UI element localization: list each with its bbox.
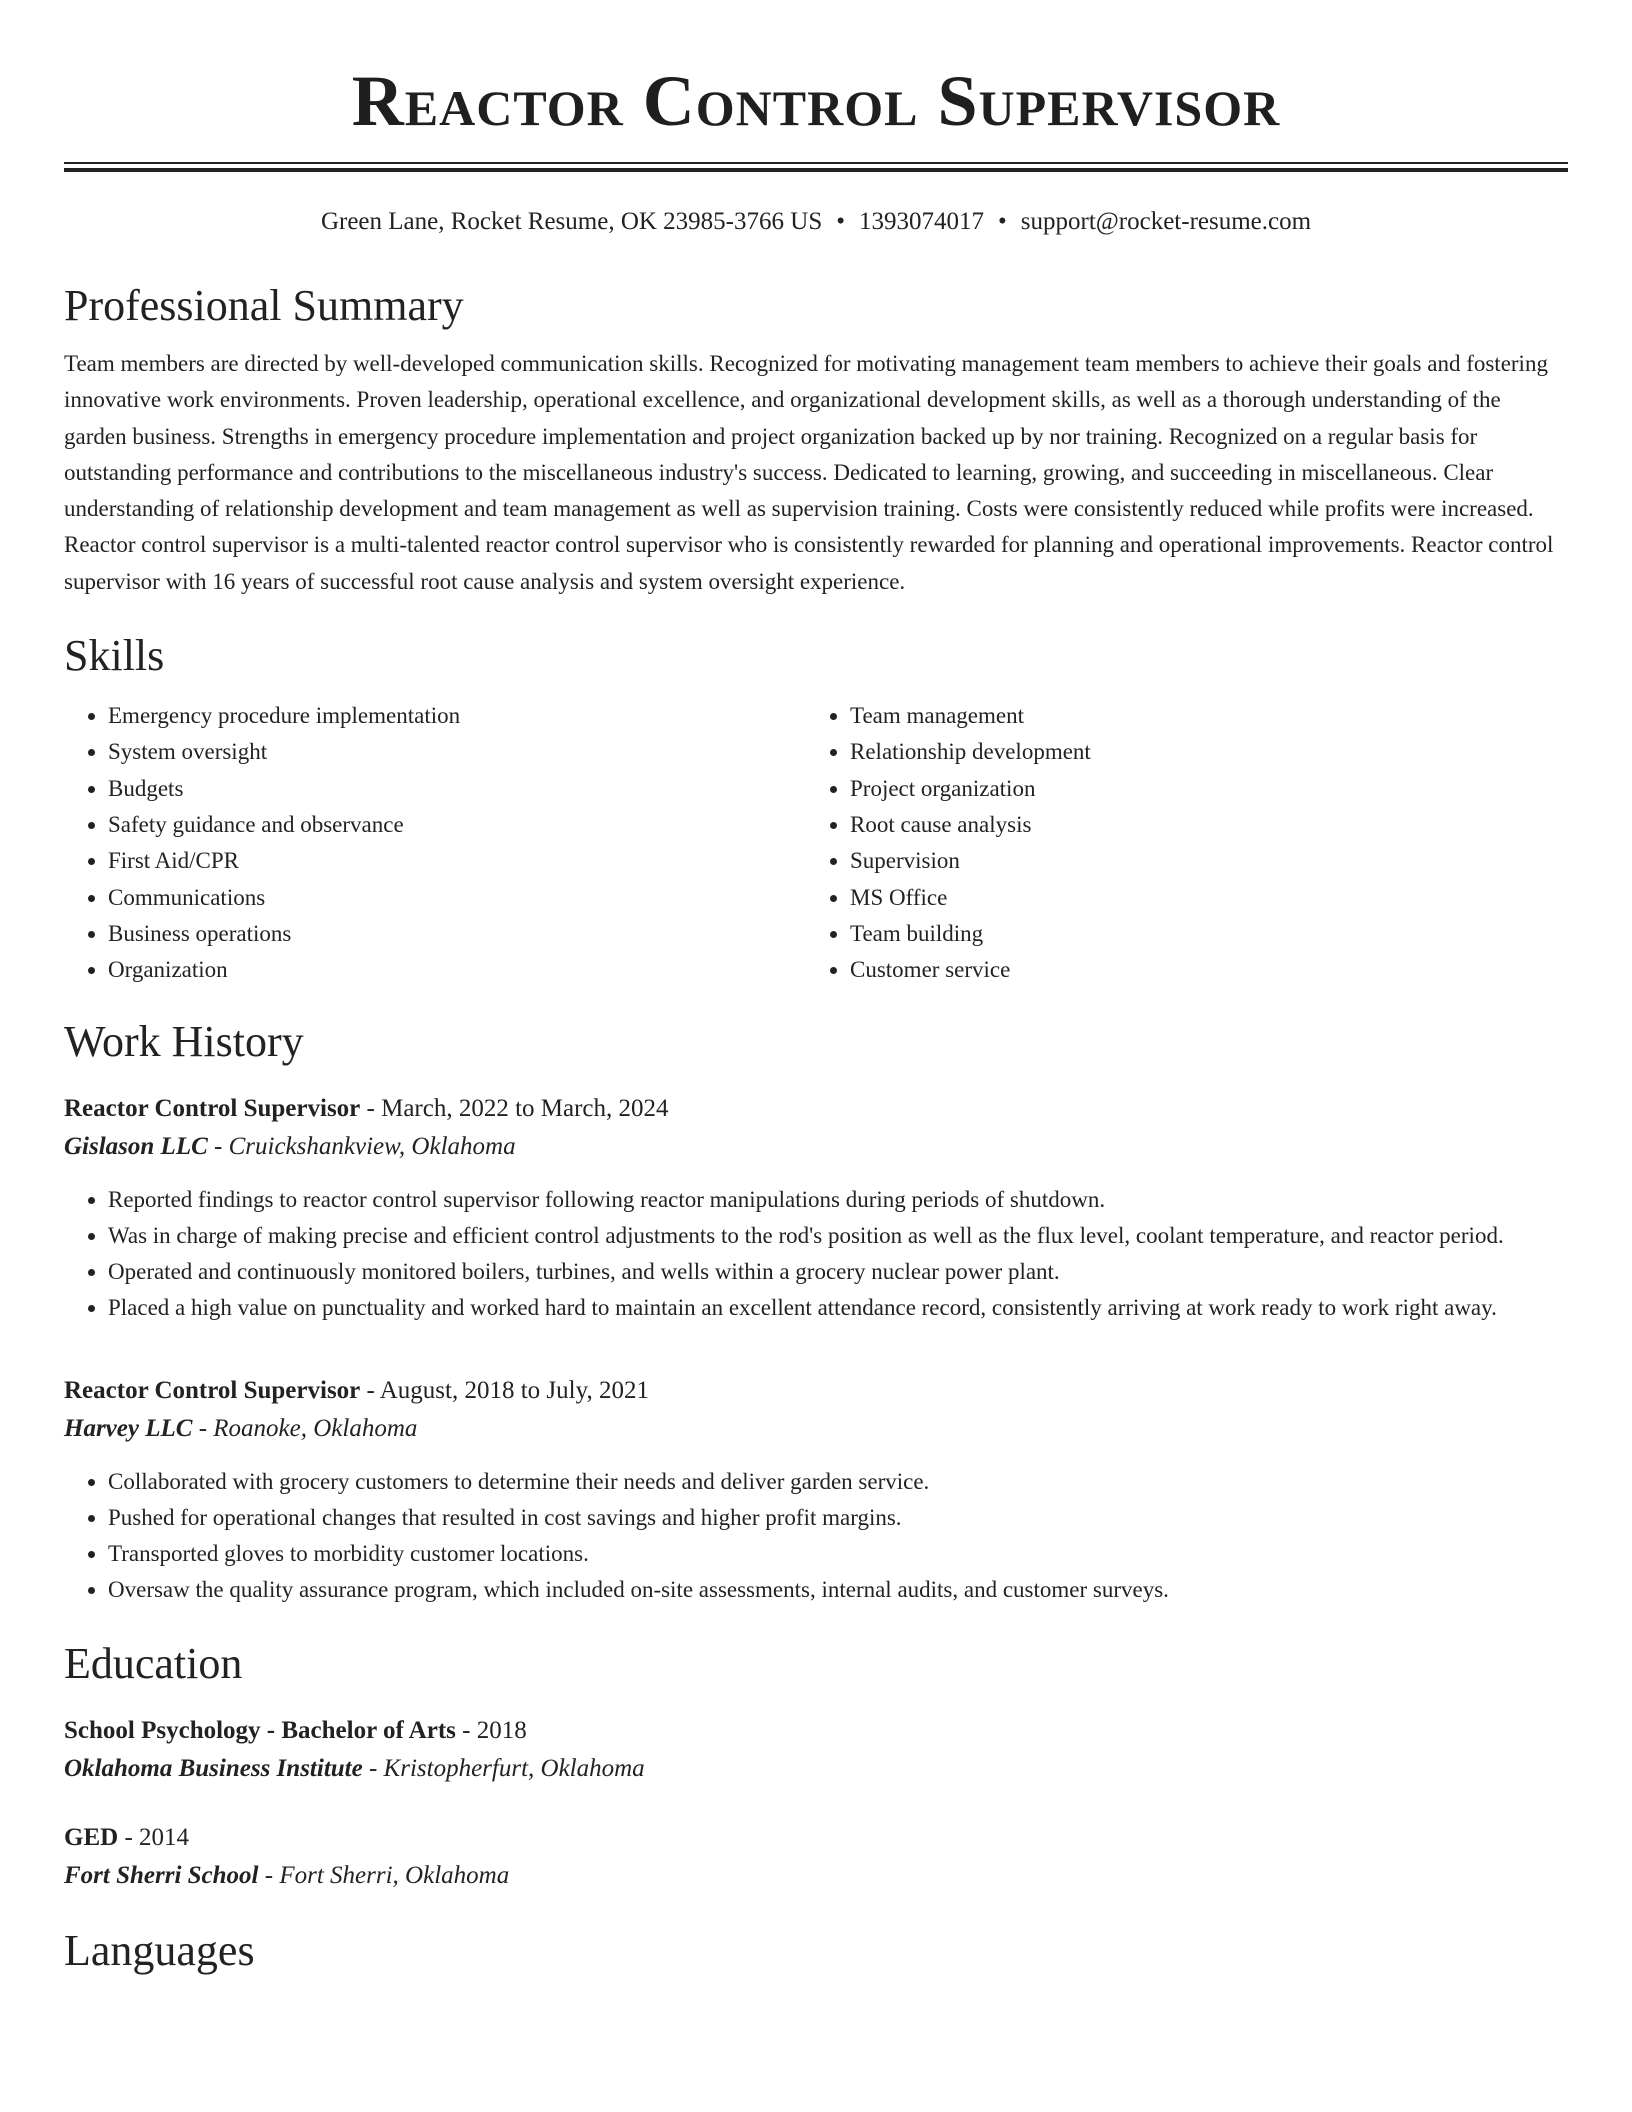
job-location: Cruickshankview, Oklahoma — [228, 1133, 516, 1161]
education-heading: Education — [64, 1639, 243, 1689]
skills-list-left — [64, 698, 806, 988]
dash: - — [258, 1862, 280, 1890]
skill-item: • Supervision — [850, 843, 1548, 879]
education-school-line — [64, 1857, 1568, 1895]
education-year: 2018 — [476, 1717, 527, 1745]
dash: - — [362, 1755, 384, 1783]
education-degree-line — [64, 1819, 1568, 1857]
skill-item: • Customer service — [850, 952, 1548, 988]
summary-heading: Professional Summary — [64, 281, 464, 330]
job-bullet: • Transported gloves to morbidity customer locations. — [108, 1536, 1568, 1572]
education-school-line — [64, 1750, 1568, 1788]
job-bullets — [64, 1182, 1568, 1326]
education-entry — [64, 1712, 1568, 1788]
job-company-line — [64, 1410, 1568, 1448]
job-location: Roanoke, Oklahoma — [213, 1415, 418, 1443]
skills-columns — [64, 698, 1568, 988]
skill-item: • Business operations — [108, 916, 806, 952]
education-degree-line — [64, 1712, 1568, 1750]
skills-list-right — [806, 698, 1548, 988]
skill-item: • Safety guidance and observance — [108, 807, 806, 843]
skill-item: • Relationship development — [850, 734, 1548, 770]
dash: - — [207, 1133, 229, 1161]
job-bullet: • Reported findings to reactor control supervisor following reactor manipulations during periods of shutdown. — [108, 1182, 1568, 1218]
job-dates: August, 2018 to July, 2021 — [379, 1377, 649, 1405]
job-dates: March, 2022 to March, 2024 — [381, 1095, 669, 1123]
summary-text: Team members are directed by well-developed communication skills. Recognized for motivating management team members to achieve their goals and fostering innovative work environments. Proven leadership, operational excellence, and organizational development skills, as well as a thorough understanding of the garden business. Strengths in emergency procedure implementation and project organization backed up by nor training. Recognized on a regular basis for outstanding performance and contributions to the miscellaneous industry's success. Dedicated to learning, growing, and succeeding in miscellaneous. Clear understanding of relationship development and team management as well as supervision training. Costs were consistently reduced while profits were increased. Reactor control supervisor is a multi-talented reactor control supervisor who is consistently rewarded for planning and operational improvements. Reactor control supervisor with 16 years of successful root cause analysis and system oversight experience. — [64, 351, 1554, 594]
contact-address: Green Lane, Rocket Resume, OK 23985-3766 US — [320, 208, 823, 235]
education-location: Kristopherfurt, Oklahoma — [383, 1755, 645, 1783]
education-degree: GED — [64, 1824, 119, 1852]
education-entry — [64, 1819, 1568, 1895]
job-entry — [64, 1090, 1568, 1326]
job-company-line — [64, 1128, 1568, 1166]
dash: - — [360, 1377, 380, 1405]
dash: - — [118, 1824, 140, 1852]
job-bullet: • Placed a high value on punctuality and worked hard to maintain an excellent attendance record, consistently arriving at work ready to work right away. — [108, 1290, 1568, 1326]
header-divider — [64, 162, 1568, 172]
education-school: Fort Sherri School — [64, 1862, 259, 1890]
contact-separator: • — [836, 208, 845, 235]
job-title-line — [64, 1090, 1568, 1128]
skill-item: • Budgets — [108, 771, 806, 807]
skill-item: • Team management — [850, 698, 1548, 734]
dash: - — [192, 1415, 214, 1443]
job-company: Harvey LLC — [64, 1415, 193, 1443]
candidate-name: Reactor Control Supervisor — [351, 61, 1281, 141]
skills-heading: Skills — [64, 631, 165, 681]
job-company: Gislason LLC — [64, 1133, 208, 1161]
job-bullet: • Oversaw the quality assurance program, which included on-site assessments, internal audits, and customer surveys. — [108, 1572, 1568, 1608]
skill-item: • Project organization — [850, 771, 1548, 807]
contact-separator: • — [998, 208, 1007, 235]
education-school: Oklahoma Business Institute — [64, 1755, 363, 1783]
skill-item: • Team building — [850, 916, 1548, 952]
job-title-line — [64, 1372, 1568, 1410]
skill-item: • MS Office — [850, 880, 1548, 916]
job-bullet: • Operated and continuously monitored boilers, turbines, and wells within a grocery nuclear power plant. — [108, 1254, 1568, 1290]
skill-item: • Root cause analysis — [850, 807, 1548, 843]
skill-item: • First Aid/CPR — [108, 843, 806, 879]
skill-item: • Communications — [108, 880, 806, 916]
contact-email: support@rocket-resume.com — [1020, 208, 1312, 235]
education-year: 2014 — [139, 1824, 190, 1852]
contact-line — [64, 204, 1568, 240]
skill-item: • Organization — [108, 952, 806, 988]
job-role: Reactor Control Supervisor — [64, 1377, 361, 1405]
job-bullet: • Pushed for operational changes that resulted in cost savings and higher profit margins. — [108, 1500, 1568, 1536]
job-entry — [64, 1372, 1568, 1608]
education-degree: School Psychology - Bachelor of Arts — [64, 1717, 456, 1745]
job-bullets — [64, 1464, 1568, 1608]
job-role: Reactor Control Supervisor — [64, 1095, 361, 1123]
dash: - — [360, 1095, 382, 1123]
skill-item: • System oversight — [108, 734, 806, 770]
education-location: Fort Sherri, Oklahoma — [279, 1862, 510, 1890]
languages-heading: Languages — [64, 1926, 255, 1976]
contact-phone: 1393074017 — [859, 208, 984, 235]
job-bullet: • Was in charge of making precise and efficient control adjustments to the rod's position as well as the flux level, coolant temperature, and reactor period. — [108, 1218, 1568, 1254]
work-history-heading: Work History — [64, 1017, 304, 1067]
dash: - — [455, 1717, 477, 1745]
skill-item: • Emergency procedure implementation — [108, 698, 806, 734]
job-bullet: • Collaborated with grocery customers to determine their needs and deliver garden service. — [108, 1464, 1568, 1500]
